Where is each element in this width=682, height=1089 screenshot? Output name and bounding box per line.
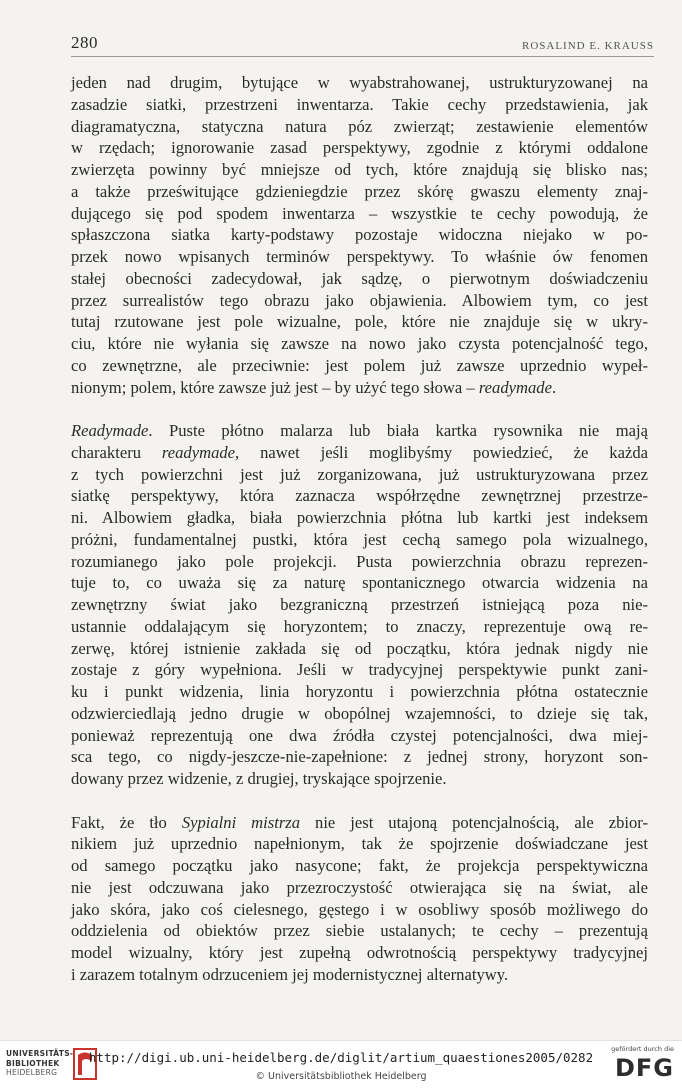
text-line: model wizualny, który jest zupełną odwrotnością perspektywy tradycyjnej (71, 943, 648, 962)
text-line: przez surrealistów tego obrazu jako objawienia. Albowiem tym, co jest (71, 290, 648, 310)
text-line: ni. Albowiem gładka, biała powierzchnia płótna lub kartki jest indeksem (71, 508, 648, 527)
dfg-caption: gefördert durch die (611, 1045, 674, 1053)
text-line: zwierzęta powinny być mniejsze od tych, które znajdują się blisko nas; (71, 160, 648, 179)
text-line: diagramatyczna, statyczna natura póz zwierząt; zestawienie elementów (71, 116, 648, 136)
text-line: stałej obecności zadecydował, jak sądzę, o pierwotnym doświadczeniu (71, 268, 648, 288)
text-line: co zewnętrzne, ale przeciwnie: jest polem już zawsze uprzednio wypeł- (71, 355, 648, 375)
library-name-line-3: HEIDELBERG (6, 1068, 58, 1077)
text-line: tutaj rzutowane jest pole wizualne, pole, które nie znajduje się w ukry- (71, 312, 648, 332)
text-line: zostaje z góry wypełniona. Jeśli w tradycyjnej perspektywie punkt zani- (71, 660, 648, 680)
library-name-line-1: UNIVERSITÄTS- (6, 1049, 74, 1058)
paragraph (71, 420, 648, 790)
text-line: sca tego, co nigdy-jeszcze-nie-zapełnione: z jednej strony, horyzont son- (71, 747, 648, 767)
text-line: zerwę, której istnienie zakłada się od początku, która jednak nigdy nie (71, 638, 648, 658)
paragraph-gap (71, 790, 648, 812)
permalink-url[interactable]: http://digi.ub.uni-heidelberg.de/diglit/artium_quaestiones2005/0282 (88, 1050, 594, 1065)
running-head-author: ROSALIND E. KRAUSS (522, 40, 654, 52)
body-text (71, 72, 648, 986)
text-line: charakteru readymade, nawet jeśli moglibyśmy powiedzieć, że każda (71, 442, 648, 462)
paragraph-gap (71, 398, 648, 420)
text-line: spłaszczona siatka karty-podstawy pozostaje widoczna niejako w po- (71, 225, 648, 245)
text-line: jeden nad drugim, bytujące w wyabstrahowanej, ustrukturyzowanej na (71, 73, 648, 92)
text-line: dującego się pod spodem inwentarza – wszystkie te cechy powodują, że (71, 203, 648, 223)
text-line: nionym; polem, które zawsze już jest – by użyć tego słowa – readymade. (71, 377, 557, 397)
text-line: zasadzie siatki, przestrzeni inwentarza. Takie cechy przedstawienia, jak (71, 94, 648, 114)
text-line: nikiem już uprzednio napełnionym, tak że spojrzenie doświadczane jest (71, 834, 648, 854)
text-line: ku i punkt widzenia, linia horyzontu i powierzchnia płótna ostatecznie (71, 682, 648, 701)
page-number: 280 (71, 33, 98, 52)
text-line: a także prześwitujące gdzieniegdzie przez skórę gwaszu elementy znaj- (71, 181, 648, 201)
text-line: z tych powierzchni jest już zorganizowana, już ustrukturyzowana przez (71, 464, 648, 484)
text-line: ponieważ reprezentują one dwa źródła czystej potencjalności, dwa miej- (71, 725, 648, 745)
text-line: tuje to, co uważa się za naturę spontanicznego otwarcia widzenia na (71, 573, 648, 593)
running-head (71, 34, 654, 57)
text-line: zewnętrzny świat jako bezgraniczną przestrzeń istniejącą poza nie- (71, 595, 648, 614)
text-line: siatkę perspektywy, która zaznacza współrzędne zewnętrznej przestrze- (71, 486, 648, 506)
dfg-wordmark: DFG (614, 1054, 674, 1082)
text-line: oddzielenia od obiektów przez siebie ustalanych; te cechy – prezentują (71, 921, 648, 941)
text-line: od samego początku jako nasycone; fakt, że projekcja perspektywiczna (71, 856, 648, 875)
text-line: Readymade. Puste płótno malarza lub biała kartka rysownika nie mają (71, 421, 648, 440)
dfg-logo[interactable] (604, 1045, 674, 1085)
paragraph (71, 812, 648, 986)
text-line: jako skóra, jako coś cielesnego, gęstego i w osobliwy sposób możliwego do (71, 899, 648, 919)
text-line: Fakt, że tło Sypialni mistrza nie jest utajoną potencjalnością, ale zbior- (71, 812, 649, 832)
text-line: ustannie oddalającym się horyzontem; to znaczy, reprezentuje ową re- (71, 616, 648, 636)
text-line: rozumianego jako pole projekcji. Pusta powierzchnia obrazu reprezen- (71, 551, 648, 571)
text-line: ciu, które nie wyłania się zawsze na nowo jako czysta potencjalność tego, (71, 334, 648, 353)
copyright-notice: © Universitätsbibliothek Heidelberg (255, 1071, 427, 1082)
text-line: w rzędach; ignorowanie zasad perspektywy, zgodnie z którymi oddalone (71, 138, 648, 158)
text-line: próżni, fundamentalnej pustki, która jest cechą samego pola wizualnego, (71, 529, 648, 549)
text-line: nie jest odczuwana jako przezroczystość otwierająca się na świat, ale (71, 877, 648, 897)
text-line: dowany przez widzenie, z drugiej, tryskające spojrzenie. (71, 769, 447, 788)
library-name-line-2: BIBLIOTHEK (6, 1058, 60, 1068)
text-line: odzwierciedlają jedno drugie w obopólnej wzajemności, to dzieje się tak, (71, 703, 648, 723)
text-line: przek nowo wpisanych terminów perspektywy. To właśnie ów fenomen (71, 247, 648, 266)
digitization-footer (0, 1040, 682, 1089)
paragraph (71, 72, 648, 398)
text-line: i zarazem totalnym odrzuceniem jej modernistycznej alternatywy. (71, 964, 509, 984)
